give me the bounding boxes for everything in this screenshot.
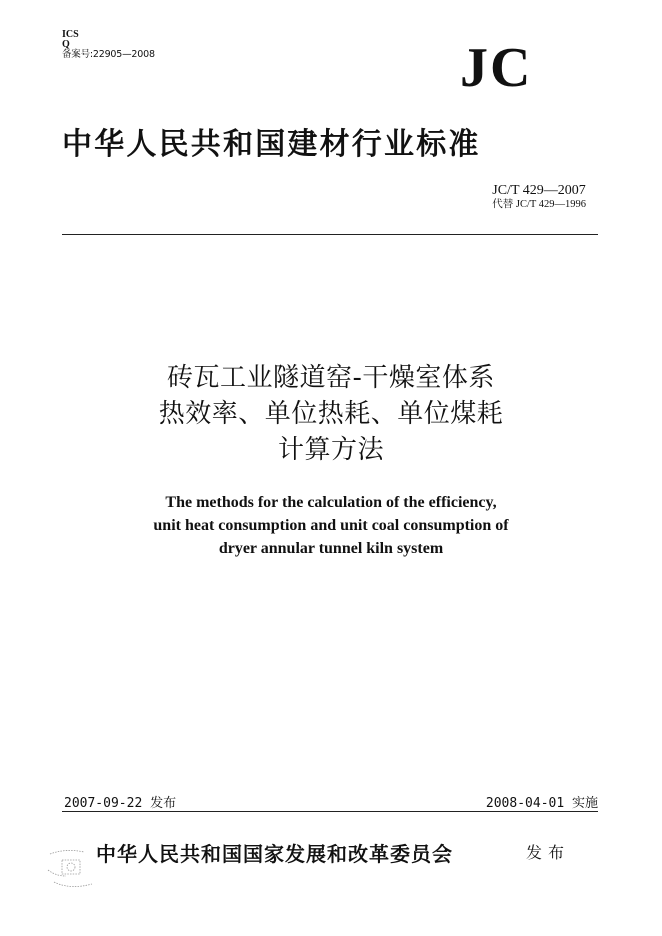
issue-date: 2007-09-22 发布 (64, 796, 177, 811)
replaces-number: 代替 JC/T 429—1996 (492, 199, 586, 210)
english-title-line: unit heat consumption and unit coal consumption of (153, 517, 509, 534)
standard-title: 中华人民共和国建材行业标准 (62, 127, 481, 162)
ics-label: ICS (62, 29, 79, 40)
chinese-title-line: 计算方法 (277, 435, 384, 465)
chinese-title-line: 砖瓦工业隧道窑-干燥室体系 (167, 363, 495, 393)
english-title (0, 491, 662, 560)
library-stamp-icon (44, 846, 104, 892)
effective-date: 2008-04-01 实施 (485, 796, 598, 811)
jc-logo: JC (460, 37, 533, 99)
english-title-line: The methods for the calculation of the efficiency, (165, 494, 497, 511)
filing-number: 备案号:22905—2008 (62, 49, 155, 60)
header-divider (62, 234, 598, 235)
classification-block (62, 30, 155, 60)
chinese-title (0, 360, 662, 468)
issue-word: 发布 (526, 843, 571, 862)
standard-number-block (492, 183, 586, 211)
english-title-line: dryer annular tunnel kiln system (218, 540, 444, 557)
standard-number: JC/T 429—2007 (492, 183, 586, 198)
issuing-authority: 中华人民共和国国家发展和改革委员会 (96, 842, 453, 866)
chinese-title-line: 热效率、单位热耗、单位煤耗 (158, 399, 504, 429)
category-label: Q (62, 39, 70, 50)
footer-divider (62, 811, 598, 812)
